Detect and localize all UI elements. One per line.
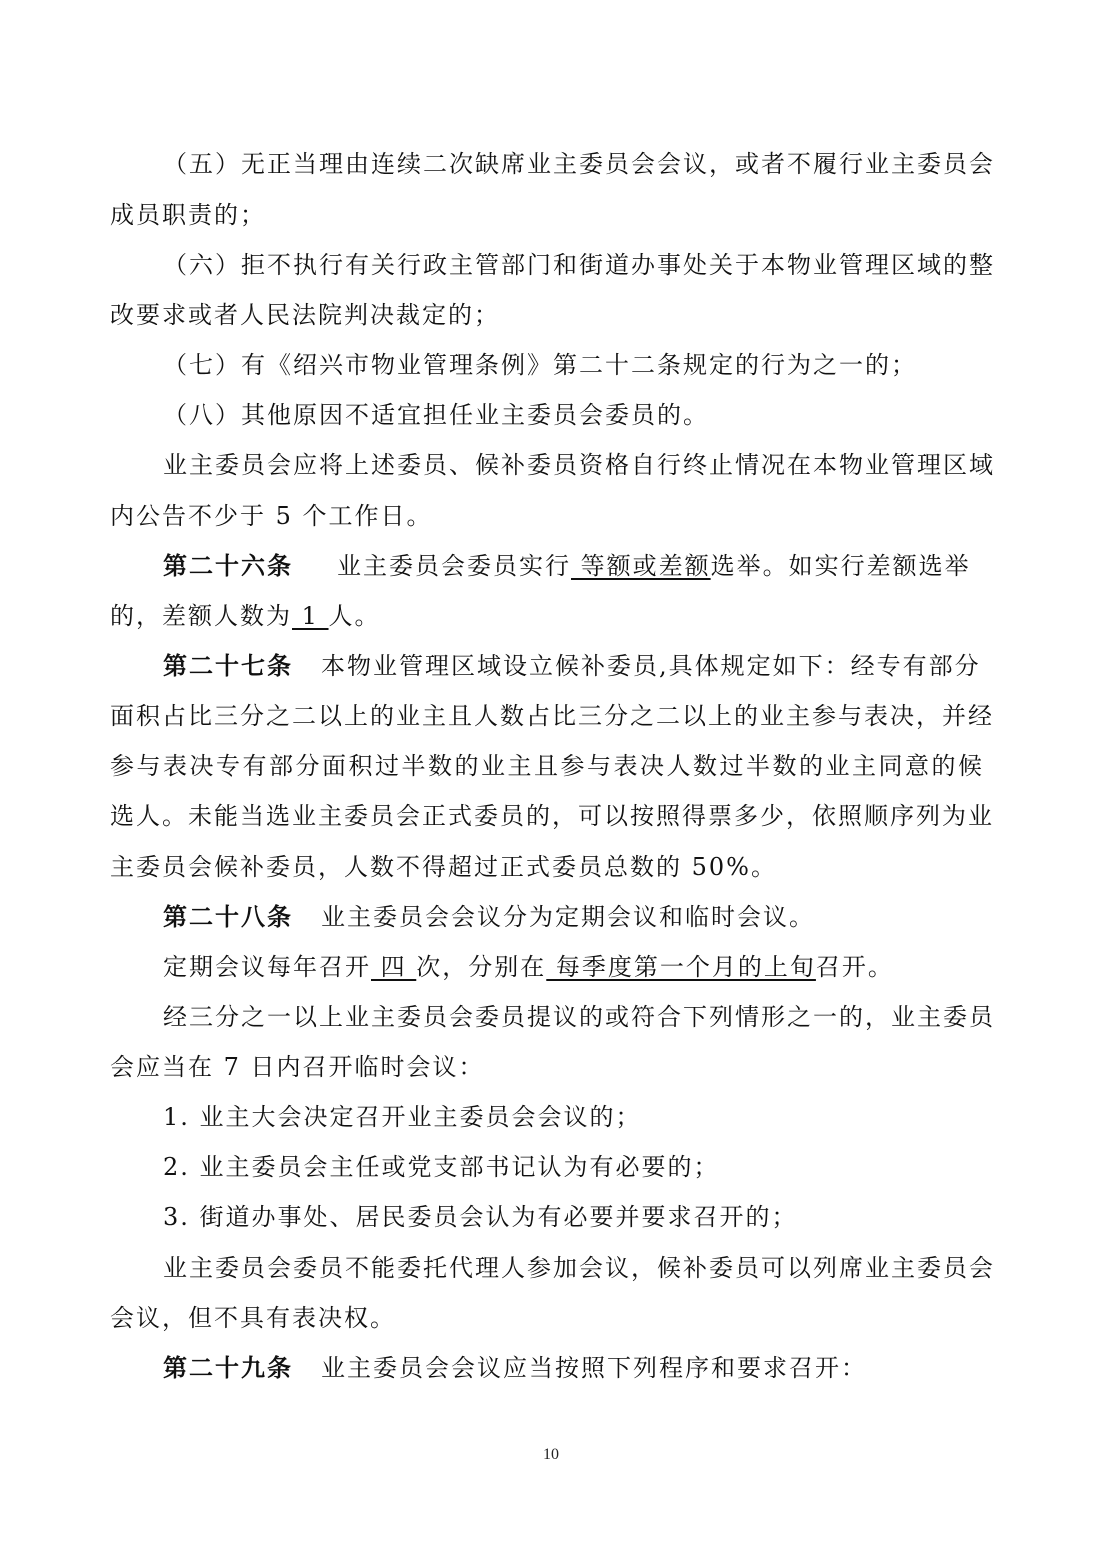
article-28-line-2 <box>163 951 1043 983</box>
article-26-text: 业主委员会委员实行 <box>337 552 571 580</box>
article-29-text: 业主委员会会议应当按照下列程序和要求召开： <box>321 1354 867 1382</box>
paragraph-line: 面积占比三分之二以上的业主且人数占比三分之二以上的业主参与表决，并经 <box>110 702 994 730</box>
article-28-text: 召开。 <box>815 953 894 981</box>
list-item: 2. 业主委员会主任或党支部书记认为有必要的； <box>163 1153 720 1181</box>
article-26-text: 的，差额人数为 <box>110 602 292 630</box>
article-26-line-1 <box>163 550 1043 582</box>
paragraph-line: （八）其他原因不适宜担任业主委员会委员的。 <box>163 401 709 429</box>
article-26-text: 人。 <box>328 602 381 630</box>
article-28-title: 第二十八条 <box>163 902 293 931</box>
paragraph-line: 会应当在 7 日内召开临时会议： <box>110 1053 485 1081</box>
list-item: 3. 街道办事处、居民委员会认为有必要并要求召开的； <box>163 1203 798 1231</box>
paragraph-line: 主委员会候补委员，人数不得超过正式委员总数的 50%。 <box>110 853 777 881</box>
page-number: 10 <box>543 1446 559 1463</box>
paragraph-line: 成员职责的； <box>110 201 266 229</box>
article-27-line-1 <box>163 650 1043 682</box>
article-26-fill-election-type: 等额或差额 <box>571 552 711 580</box>
paragraph-line: （七）有《绍兴市物业管理条例》第二十二条规定的行为之一的； <box>163 351 917 379</box>
article-28-line-1 <box>163 901 1043 933</box>
article-28-text: 定期会议每年召开 <box>163 953 371 981</box>
paragraph-line: 内公告不少于 5 个工作日。 <box>110 502 433 530</box>
article-26-title: 第二十六条 <box>163 551 293 580</box>
paragraph-line: 经三分之一以上业主委员会委员提议的或符合下列情形之一的，业主委员 <box>163 1003 995 1031</box>
paragraph-line: 参与表决专有部分面积过半数的业主且参与表决人数过半数的业主同意的候 <box>110 752 984 780</box>
article-28-text: 业主委员会会议分为定期会议和临时会议。 <box>321 903 815 931</box>
paragraph-line: 业主委员会应将上述委员、候补委员资格自行终止情况在本物业管理区域 <box>163 451 995 479</box>
article-28-fill-count: 四 <box>371 953 417 981</box>
article-27-title: 第二十七条 <box>163 651 293 680</box>
paragraph-line: （五）无正当理由连续二次缺席业主委员会会议，或者不履行业主委员会 <box>163 150 995 178</box>
article-28-text: 次，分别在 <box>416 953 547 981</box>
list-item: 1. 业主大会决定召开业主委员会会议的； <box>163 1103 642 1131</box>
article-26-fill-number: 1 <box>292 602 329 630</box>
paragraph-line: 业主委员会委员不能委托代理人参加会议，候补委员可以列席业主委员会 <box>163 1254 995 1282</box>
article-27-text: 本物业管理区域设立候补委员,具体规定如下：经专有部分 <box>321 652 981 680</box>
paragraph-line: （六）拒不执行有关行政主管部门和街道办事处关于本物业管理区域的整 <box>163 251 995 279</box>
paragraph-line: 选人。未能当选业主委员会正式委员的，可以按照得票多少，依照顺序列为业 <box>110 802 994 830</box>
article-29-title: 第二十九条 <box>163 1353 293 1382</box>
article-29-line-1 <box>163 1352 1043 1384</box>
paragraph-line: 改要求或者人民法院判决裁定的； <box>110 301 500 329</box>
paragraph-line: 会议，但不具有表决权。 <box>110 1304 396 1332</box>
article-26-line-2 <box>110 600 990 632</box>
article-28-fill-schedule: 每季度第一个月的上旬 <box>546 953 816 981</box>
article-26-text: 选举。如实行差额选举 <box>710 552 971 580</box>
